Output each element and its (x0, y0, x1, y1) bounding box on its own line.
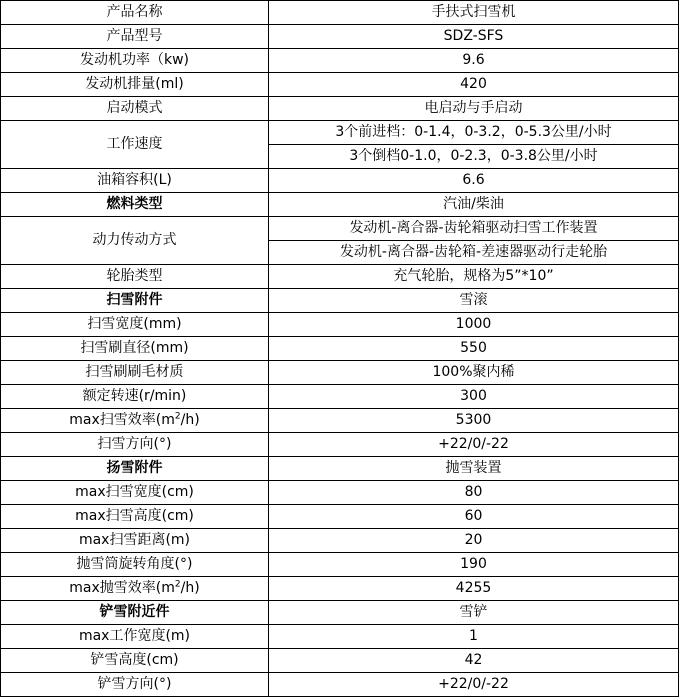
row-label: 产品型号 (1, 25, 269, 49)
section-label: 扫雪附件 (1, 289, 269, 313)
row-label: 铲雪方向(°) (1, 673, 269, 697)
row-label: 扫雪宽度(mm) (1, 313, 269, 337)
row-value: 3个前进档：0-1.4，0-3.2，0-5.3公里/小时 (269, 121, 679, 145)
table-row (1, 265, 679, 289)
row-label: 工作速度 (1, 121, 269, 169)
table-row (1, 625, 679, 649)
superscript: 2 (174, 411, 181, 422)
table-row (1, 577, 679, 601)
row-label: 轮胎类型 (1, 265, 269, 289)
row-value: 雪铲 (269, 601, 679, 625)
table-row (1, 457, 679, 481)
row-value: 20 (269, 529, 679, 553)
table-row (1, 193, 679, 217)
row-value: +22/0/-22 (269, 433, 679, 457)
row-value: 42 (269, 649, 679, 673)
table-row (1, 97, 679, 121)
row-value: 550 (269, 337, 679, 361)
label-text: /h) (180, 580, 200, 596)
table-row (1, 289, 679, 313)
row-value: 420 (269, 73, 679, 97)
label-text: max扫雪效率(m (69, 412, 175, 428)
section-label: 扬雪附件 (1, 457, 269, 481)
row-label: 额定转速(r/min) (1, 385, 269, 409)
row-label: 油箱容积(L) (1, 169, 269, 193)
row-value: 抛雪装置 (269, 457, 679, 481)
table-row (1, 73, 679, 97)
table-row (1, 649, 679, 673)
label-text: max抛雪效率(m (69, 580, 175, 596)
row-label: max扫雪距离(m) (1, 529, 269, 553)
table-row (1, 49, 679, 73)
row-value: 190 (269, 553, 679, 577)
table-row (1, 553, 679, 577)
row-value: 充气轮胎，规格为5”*10” (269, 265, 679, 289)
row-value: +22/0/-22 (269, 673, 679, 697)
table-row (1, 673, 679, 697)
row-value: 80 (269, 481, 679, 505)
table-row (1, 217, 679, 241)
table-row (1, 385, 679, 409)
row-label: max扫雪高度(cm) (1, 505, 269, 529)
table-row (1, 433, 679, 457)
row-value: 汽油/柴油 (269, 193, 679, 217)
row-value: 雪滚 (269, 289, 679, 313)
row-value: 发动机-离合器-齿轮箱-差速器驱动行走轮胎 (269, 241, 679, 265)
table-row (1, 481, 679, 505)
row-value: 3个倒档0-1.0，0-2.3，0-3.8公里/小时 (269, 145, 679, 169)
row-label: max工作宽度(m) (1, 625, 269, 649)
table-row (1, 313, 679, 337)
table-row (1, 505, 679, 529)
row-label (1, 409, 269, 433)
row-value: 300 (269, 385, 679, 409)
row-value: 发动机-离合器-齿轮箱驱动扫雪工作装置 (269, 217, 679, 241)
row-label: 扫雪方向(°) (1, 433, 269, 457)
table-row (1, 601, 679, 625)
table-row (1, 121, 679, 145)
table-row (1, 529, 679, 553)
row-label: 发动机排量(ml) (1, 73, 269, 97)
row-label: 扫雪刷刷毛材质 (1, 361, 269, 385)
row-value: 电启动与手启动 (269, 97, 679, 121)
section-label: 铲雪附近件 (1, 601, 269, 625)
table-row (1, 25, 679, 49)
table-row (1, 337, 679, 361)
row-value: 60 (269, 505, 679, 529)
row-value: 6.6 (269, 169, 679, 193)
row-value: 9.6 (269, 49, 679, 73)
row-label: max扫雪宽度(cm) (1, 481, 269, 505)
section-label: 燃料类型 (1, 193, 269, 217)
row-label: 产品名称 (1, 1, 269, 25)
table-row (1, 169, 679, 193)
row-value: 100%聚内稀 (269, 361, 679, 385)
row-label: 抛雪筒旋转角度(°) (1, 553, 269, 577)
row-value: 1 (269, 625, 679, 649)
row-label (1, 577, 269, 601)
row-value: 1000 (269, 313, 679, 337)
row-value: 手扶式扫雪机 (269, 1, 679, 25)
table-row (1, 1, 679, 25)
row-value: SDZ-SFS (269, 25, 679, 49)
row-label: 发动机功率（kw) (1, 49, 269, 73)
row-value: 4255 (269, 577, 679, 601)
table-row (1, 409, 679, 433)
label-text: /h) (180, 412, 200, 428)
row-label: 动力传动方式 (1, 217, 269, 265)
row-label: 启动模式 (1, 97, 269, 121)
row-label: 扫雪刷直径(mm) (1, 337, 269, 361)
row-label: 铲雪高度(cm) (1, 649, 269, 673)
table-row (1, 361, 679, 385)
superscript: 2 (174, 579, 181, 590)
row-value: 5300 (269, 409, 679, 433)
